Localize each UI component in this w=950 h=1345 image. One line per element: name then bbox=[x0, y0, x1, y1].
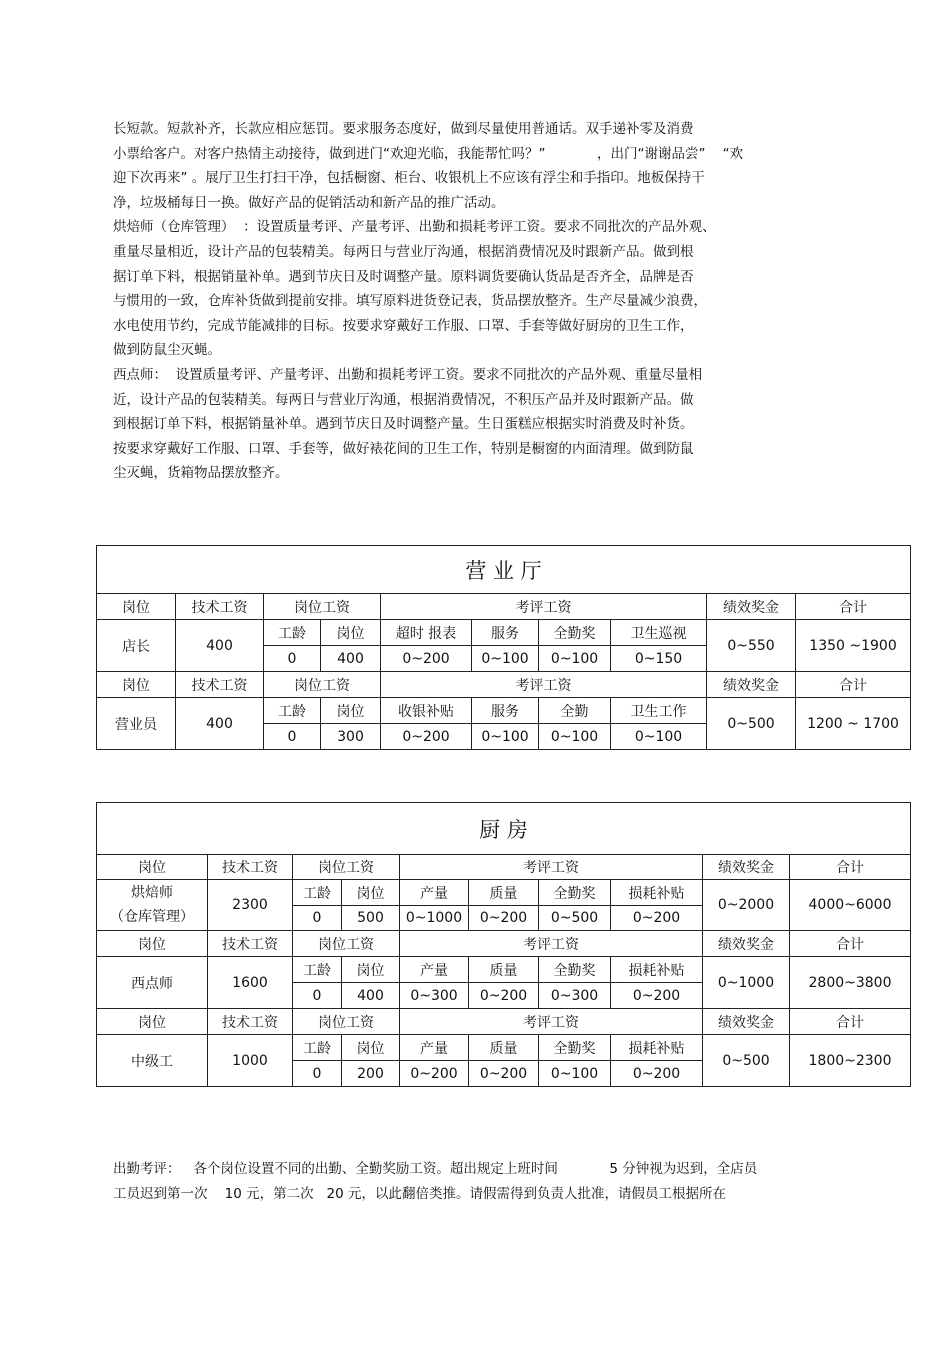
value-cell: 200 bbox=[342, 1061, 400, 1087]
sub-header-cell: 产量 bbox=[400, 880, 469, 906]
value-cell: 400 bbox=[321, 646, 381, 672]
text-line: 近，设计产品的包装精美。每两日与营业厅沟通，根据消费情况，不积压产品并及时跟新产品。做 bbox=[113, 391, 694, 408]
salary-table-front-hall bbox=[96, 545, 911, 750]
text-line: 重量尽量相近，设计产品的包装精美。每两日与营业厅沟通，根据消费情况及时跟新产品。做到根 bbox=[113, 243, 694, 260]
header-post-wage: 岗位工资 bbox=[293, 1009, 400, 1035]
header-post: 岗位 bbox=[97, 1009, 208, 1035]
text-line: 净，垃圾桶每日一换。做好产品的促销活动和新产品的推广活动。 bbox=[113, 194, 505, 211]
post-cell: 中级工 bbox=[97, 1035, 208, 1087]
bonus-cell: 0~2000 bbox=[703, 880, 790, 931]
bonus-cell: 0~1000 bbox=[703, 957, 790, 1009]
value-cell: 0 bbox=[293, 983, 342, 1009]
value-cell: 0~300 bbox=[539, 983, 611, 1009]
header-tech-wage: 技术工资 bbox=[208, 1009, 293, 1035]
value-cell: 0~1000 bbox=[400, 906, 469, 931]
value-cell: 0 bbox=[264, 724, 321, 750]
sub-header-cell: 工龄 bbox=[293, 957, 342, 983]
value-cell: 0~200 bbox=[611, 906, 703, 931]
header-tech-wage: 技术工资 bbox=[176, 672, 264, 698]
text-line: 据订单下料，根据销量补单。遇到节庆日及时调整产量。原料调货要确认货品是否齐全，品牌是否 bbox=[113, 268, 694, 285]
total-cell: 2800~3800 bbox=[790, 957, 911, 1009]
text-line: 迎下次再来” 。展厅卫生打扫干净，包括橱窗、柜台、收银机上不应该有浮尘和手指印。地板保持干 bbox=[113, 170, 705, 187]
total-cell: 1350 ~1900 bbox=[796, 620, 911, 672]
intro-paragraph bbox=[113, 117, 853, 486]
sub-header-cell: 损耗补贴 bbox=[611, 880, 703, 906]
text-line: 小票给客户。对客户热情主动接待，做到进门“欢迎光临，我能帮忙吗？” ，出门“谢谢品尝” “欢 bbox=[113, 145, 744, 162]
value-cell: 0 bbox=[293, 1061, 342, 1087]
tech-wage-cell: 400 bbox=[176, 620, 264, 672]
text-line: 与惯用的一致，仓库补货做到提前安排。填写原料进货登记表，货品摆放整齐。生产尽量减少浪费， bbox=[113, 293, 707, 310]
header-eval-wage: 考评工资 bbox=[400, 855, 703, 880]
header-post-wage: 岗位工资 bbox=[264, 672, 381, 698]
header-post: 岗位 bbox=[97, 855, 208, 880]
header-total: 合计 bbox=[790, 931, 911, 957]
value-cell: 0~100 bbox=[539, 1061, 611, 1087]
value-cell: 0~200 bbox=[611, 1061, 703, 1087]
value-cell: 0~200 bbox=[469, 906, 539, 931]
tech-wage-cell: 2300 bbox=[208, 880, 293, 931]
value-cell: 0~100 bbox=[611, 724, 707, 750]
value-cell: 0~100 bbox=[472, 646, 539, 672]
sub-header-cell: 岗位 bbox=[342, 1035, 400, 1061]
header-eval-wage: 考评工资 bbox=[381, 594, 707, 620]
value-cell: 0~200 bbox=[469, 1061, 539, 1087]
header-post: 岗位 bbox=[97, 594, 176, 620]
value-cell: 0~200 bbox=[381, 646, 472, 672]
sub-header-cell: 产量 bbox=[400, 957, 469, 983]
sub-header-cell: 全勤奖 bbox=[539, 1035, 611, 1061]
sub-header-cell: 岗位 bbox=[321, 620, 381, 646]
value-cell: 0~200 bbox=[611, 983, 703, 1009]
header-total: 合计 bbox=[790, 855, 911, 880]
header-total: 合计 bbox=[796, 594, 911, 620]
text-line: 出勤考评： 各个岗位设置不同的出勤、全勤奖励工资。超出规定上班时间 5 分钟视为迟到，全店员 bbox=[113, 1161, 758, 1177]
header-post-wage: 岗位工资 bbox=[293, 855, 400, 880]
text-line: 做到防鼠尘灭蝇。 bbox=[113, 342, 221, 359]
value-cell: 400 bbox=[342, 983, 400, 1009]
header-eval-wage: 考评工资 bbox=[381, 672, 707, 698]
post-cell bbox=[97, 880, 208, 931]
sub-header-cell: 质量 bbox=[469, 1035, 539, 1061]
sub-header-cell: 全勤 bbox=[539, 698, 611, 724]
value-cell: 0~150 bbox=[611, 646, 707, 672]
text-line: 按要求穿戴好工作服、口罩、手套等，做好裱花间的卫生工作，特别是橱窗的内面清理。做到防鼠 bbox=[113, 440, 694, 457]
post-cell: 营业员 bbox=[97, 698, 176, 750]
tech-wage-cell: 1000 bbox=[208, 1035, 293, 1087]
header-post-wage: 岗位工资 bbox=[293, 931, 400, 957]
sub-header-cell: 全勤奖 bbox=[539, 957, 611, 983]
header-eval-wage: 考评工资 bbox=[400, 931, 703, 957]
value-cell: 0~100 bbox=[539, 646, 611, 672]
value-cell: 0 bbox=[264, 646, 321, 672]
header-eval-wage: 考评工资 bbox=[400, 1009, 703, 1035]
total-cell: 4000~6000 bbox=[790, 880, 911, 931]
sub-header-cell: 服务 bbox=[472, 698, 539, 724]
sub-header-cell: 全勤奖 bbox=[539, 620, 611, 646]
bonus-cell: 0~500 bbox=[703, 1035, 790, 1087]
post-name: 烘焙师 bbox=[131, 885, 173, 901]
sub-header-cell: 产量 bbox=[400, 1035, 469, 1061]
tech-wage-cell: 1600 bbox=[208, 957, 293, 1009]
sub-header-cell: 工龄 bbox=[293, 880, 342, 906]
header-total: 合计 bbox=[796, 672, 911, 698]
header-total: 合计 bbox=[790, 1009, 911, 1035]
header-post: 岗位 bbox=[97, 931, 208, 957]
value-cell: 0~300 bbox=[400, 983, 469, 1009]
value-cell: 0~500 bbox=[539, 906, 611, 931]
text-line: 水电使用节约，完成节能减排的目标。按要求穿戴好工作服、口罩、手套等做好厨房的卫生工作， bbox=[113, 317, 694, 334]
sub-header-cell: 岗位 bbox=[321, 698, 381, 724]
post-cell: 店长 bbox=[97, 620, 176, 672]
value-cell: 0~100 bbox=[472, 724, 539, 750]
header-bonus: 绩效奖金 bbox=[707, 672, 796, 698]
sub-header-cell: 工龄 bbox=[293, 1035, 342, 1061]
header-tech-wage: 技术工资 bbox=[176, 594, 264, 620]
table-title: 厨 房 bbox=[97, 803, 911, 855]
sub-header-cell: 工龄 bbox=[264, 620, 321, 646]
text-line: 西点师： 设置质量考评、产量考评、出勤和损耗考评工资。要求不同批次的产品外观、重量尽量相 bbox=[113, 366, 703, 383]
bonus-cell: 0~550 bbox=[707, 620, 796, 672]
table-title: 营 业 厅 bbox=[97, 546, 911, 594]
header-bonus: 绩效奖金 bbox=[703, 1009, 790, 1035]
post-note: （仓库管理） bbox=[110, 909, 194, 925]
sub-header-cell: 损耗补贴 bbox=[611, 957, 703, 983]
salary-table-kitchen bbox=[96, 802, 911, 1087]
sub-header-cell: 卫生工作 bbox=[611, 698, 707, 724]
value-cell: 500 bbox=[342, 906, 400, 931]
sub-header-cell: 质量 bbox=[469, 880, 539, 906]
total-cell: 1200 ~ 1700 bbox=[796, 698, 911, 750]
text-line: 尘灭蝇，货箱物品摆放整齐。 bbox=[113, 465, 289, 482]
sub-header-cell: 质量 bbox=[469, 957, 539, 983]
value-cell: 300 bbox=[321, 724, 381, 750]
header-bonus: 绩效奖金 bbox=[703, 855, 790, 880]
text-line: 长短款。短款补齐，长款应相应惩罚。要求服务态度好，做到尽量使用普通话。双手递补零及消费 bbox=[113, 121, 694, 137]
sub-header-cell: 服务 bbox=[472, 620, 539, 646]
post-cell: 西点师 bbox=[97, 957, 208, 1009]
header-tech-wage: 技术工资 bbox=[208, 855, 293, 880]
header-tech-wage: 技术工资 bbox=[208, 931, 293, 957]
value-cell: 0~100 bbox=[539, 724, 611, 750]
value-cell: 0~200 bbox=[400, 1061, 469, 1087]
text-line: 工员迟到第一次 10 元，第二次 20 元，以此翻倍类推。请假需得到负责人批准，请假员工根据所在 bbox=[113, 1185, 726, 1202]
value-cell: 0 bbox=[293, 906, 342, 931]
sub-header-cell: 岗位 bbox=[342, 880, 400, 906]
text-line: 烘焙师（仓库管理） ：设置质量考评、产量考评、出勤和损耗考评工资。要求不同批次的产品外观、 bbox=[113, 219, 716, 236]
value-cell: 0~200 bbox=[381, 724, 472, 750]
header-post: 岗位 bbox=[97, 672, 176, 698]
sub-header-cell: 卫生巡视 bbox=[611, 620, 707, 646]
text-line: 到根据订单下料，根据销量补单。遇到节庆日及时调整产量。生日蛋糕应根据实时消费及时补货。 bbox=[113, 416, 694, 433]
value-cell: 0~200 bbox=[469, 983, 539, 1009]
header-bonus: 绩效奖金 bbox=[707, 594, 796, 620]
sub-header-cell: 超时 报表 bbox=[381, 620, 472, 646]
sub-header-cell: 全勤奖 bbox=[539, 880, 611, 906]
header-bonus: 绩效奖金 bbox=[703, 931, 790, 957]
attendance-paragraph bbox=[113, 1157, 853, 1206]
sub-header-cell: 损耗补贴 bbox=[611, 1035, 703, 1061]
bonus-cell: 0~500 bbox=[707, 698, 796, 750]
sub-header-cell: 收银补贴 bbox=[381, 698, 472, 724]
total-cell: 1800~2300 bbox=[790, 1035, 911, 1087]
header-post-wage: 岗位工资 bbox=[264, 594, 381, 620]
sub-header-cell: 岗位 bbox=[342, 957, 400, 983]
tech-wage-cell: 400 bbox=[176, 698, 264, 750]
sub-header-cell: 工龄 bbox=[264, 698, 321, 724]
